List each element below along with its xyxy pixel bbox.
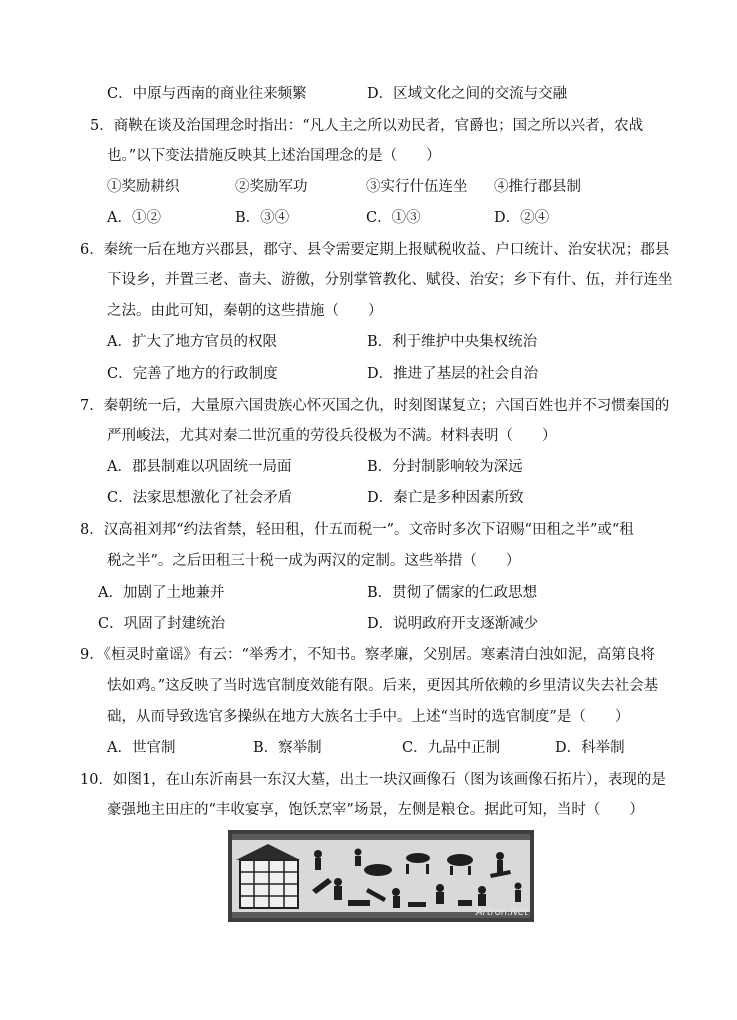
q9-option-d: D．科举制: [555, 740, 625, 756]
q5-stem-line2: 也。”以下变法措施反映其上述治国理念的是（ ）: [107, 148, 441, 164]
q7-option-d: D．秦亡是多种因素所致: [367, 490, 524, 506]
q6-option-a: A．扩大了地方官员的权限: [107, 334, 277, 350]
q8-option-b: B．贯彻了儒家的仁政思想: [367, 585, 538, 601]
q10-stem-line2: 豪强地主田庄的“丰收宴享，饱饫烹宰”场景，左侧是粮仓。据此可知，当时（ ）: [107, 802, 644, 818]
q8-stem-line1: 8．汉高祖刘邦“约法省禁，轻田租，什五而税一”。文帝时多次下诏赐“田租之半”或“租: [80, 522, 634, 538]
q9-option-c: C．九品中正制: [402, 740, 501, 756]
q9-stem-line3: 础，从而导致选官多操纵在地方大族名士手中。上述“当时的选官制度”是（ ）: [107, 709, 630, 725]
q5-option-d: D．②④: [494, 210, 550, 226]
q9-stem-line2: 怯如鸡。”这反映了当时选官制度效能有限。后来，更因其所依赖的乡里清议失去社会基: [107, 678, 659, 694]
q7-option-a: A．郡县制难以巩固统一局面: [107, 459, 292, 475]
q9-option-b: B．察举制: [253, 740, 322, 756]
q5-option-a: A．①②: [107, 210, 161, 226]
q6-option-c: C．完善了地方的行政制度: [107, 366, 278, 382]
stone-relief-rubbing-image: [228, 830, 534, 922]
q6-stem-line2: 下设乡，并置三老、啬夫、游徼，分别掌管教化、赋役、治安；乡下有什、伍，并行连坐: [107, 272, 673, 288]
q8-option-d: D．说明政府开支逐渐减少: [367, 616, 539, 632]
q7-option-b: B．分封制影响较为深远: [367, 459, 523, 475]
q9-option-a: A．世官制: [107, 740, 176, 756]
q7-option-c: C．法家思想激化了社会矛盾: [107, 490, 293, 506]
q8-stem-line2: 税之半”。之后田租三十税一成为两汉的定制。这些举措（ ）: [107, 553, 521, 569]
q9-stem-line1: 9．《桓灵时童谣》有云：“举秀才，不知书。察孝廉，父别居。寒素清白浊如泥，高第良将: [80, 647, 655, 663]
q5-option-c: C．①③: [366, 210, 421, 226]
q6-stem-line1: 6．秦统一后在地方兴郡县，郡守、县令需要定期上报赋税收益、户口统计、治安状况；郡县: [80, 242, 670, 258]
q5-option-b: B．③④: [235, 210, 290, 226]
q5-item-1: ①奖励耕织: [107, 179, 180, 195]
q10-stem-line1: 10．如图1，在山东沂南县一东汉大墓，出土一块汉画像石（图为该画像石拓片），表现的是: [80, 772, 666, 788]
q7-stem-line1: 7．秦朝统一后，大量原六国贵族心怀灭国之仇，时刻图谋复立；六国百姓也并不习惯秦国的: [80, 398, 670, 414]
q5-stem-line1: 5．商鞅在谈及治国理念时指出：“凡人主之所以劝民者，官爵也；国之所以兴者，农战: [90, 118, 644, 134]
q5-item-4: ④推行郡县制: [494, 179, 581, 195]
q6-option-b: B．利于维护中央集权统治: [367, 334, 538, 350]
artron-watermark: Artron.Net: [475, 907, 528, 918]
q5-item-3: ③实行什伍连坐: [366, 179, 468, 195]
q4-option-c: C．中原与西南的商业往来频繁: [107, 86, 307, 102]
q5-item-2: ②奖励军功: [235, 179, 308, 195]
q7-stem-line2: 严刑峻法，尤其对秦二世沉重的劳役兵役极为不满。材料表明（ ）: [107, 428, 557, 444]
q8-option-c: C．巩固了封建统治: [98, 616, 226, 632]
q8-option-a: A．加剧了土地兼并: [98, 585, 225, 601]
q4-option-d: D．区域文化之间的交流与交融: [367, 86, 568, 102]
q6-stem-line3: 之法。由此可知，秦朝的这些措施（ ）: [107, 303, 383, 319]
q6-option-d: D．推进了基层的社会自治: [367, 366, 539, 382]
